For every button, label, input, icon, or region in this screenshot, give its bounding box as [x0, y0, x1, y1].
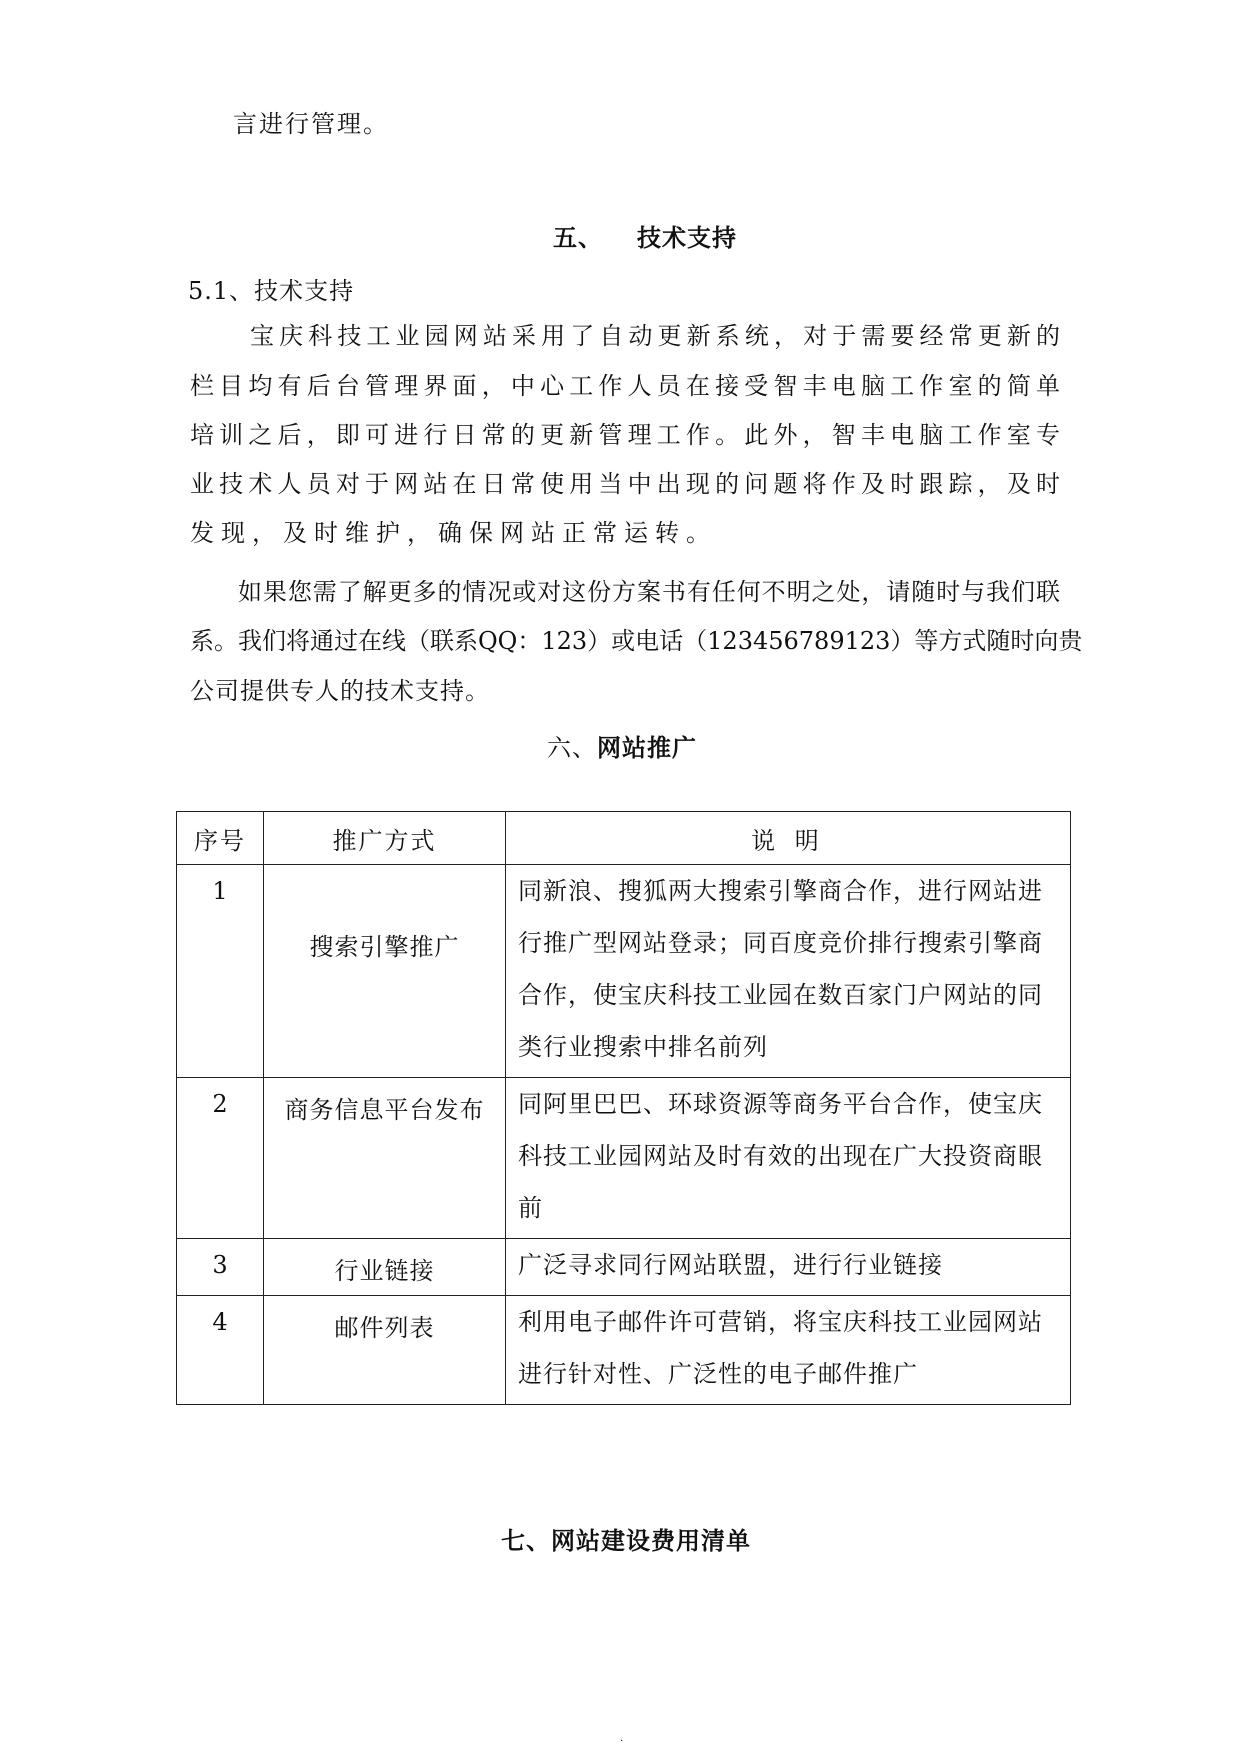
- section5-para2-line: 系。我们将通过在线（联系QQ：123）或电话（123456789123）等方式随时向贵: [190, 627, 1083, 655]
- section6-heading-number: 六、: [547, 734, 597, 762]
- section5-para1-line: 栏目均有后台管理界面，中心工作人员在接受智丰电脑工作室的简单: [190, 372, 1060, 400]
- row-description: 利用电子邮件许可营销，将宝庆科技工业园网站进行针对性、广泛性的电子邮件推广: [518, 1308, 1043, 1388]
- header-number: 序号: [177, 812, 264, 865]
- intro-tail-text: 言进行管理。: [233, 110, 389, 138]
- row-method: 邮件列表: [334, 1314, 435, 1342]
- row-number: 1: [212, 877, 228, 905]
- row-number: 3: [212, 1251, 228, 1279]
- table-row: [177, 865, 1071, 1078]
- section5-para1-line: 宝庆科技工业园网站采用了自动更新系统，对于需要经常更新的: [250, 322, 1060, 350]
- section5-para1-line: 培训之后，即可进行日常的更新管理工作。此外，智丰电脑工作室专: [190, 421, 1060, 449]
- section5-heading-number: 五、: [553, 223, 603, 252]
- table-row: [177, 1078, 1071, 1239]
- section5-heading-title: 技术支持: [637, 223, 737, 252]
- row-number: 4: [212, 1308, 228, 1336]
- header-method: 推广方式: [264, 812, 506, 865]
- row-method: 商务信息平台发布: [284, 1096, 485, 1124]
- row-number: 2: [212, 1090, 228, 1118]
- footer-mark: .: [620, 1733, 624, 1744]
- row-method: 行业链接: [334, 1257, 435, 1285]
- row-method: 搜索引擎推广: [309, 933, 460, 961]
- section7-heading: 七、网站建设费用清单: [501, 1526, 751, 1555]
- row-description: 同新浪、搜狐两大搜索引擎商合作，进行网站进行推广型网站登录；同百度竞价排行搜索引擎商合作，使宝庆科技工业园在数百家门户网站的同类行业搜索中排名前列: [518, 877, 1043, 1061]
- section6-heading-title: 网站推广: [597, 733, 697, 762]
- promotion-table: [176, 811, 1071, 1405]
- section5-para1-line: 业技术人员对于网站在日常使用当中出现的问题将作及时跟踪，及时: [190, 470, 1060, 498]
- header-description: 说 明: [506, 812, 1071, 865]
- section5-subheading: 5.1、技术支持: [188, 277, 355, 305]
- section5-para2-line: 如果您需了解更多的情况或对这份方案书有任何不明之处，请随时与我们联: [238, 578, 1060, 606]
- table-row: [177, 1239, 1071, 1296]
- section5-para1-line: 发现，及时维护，确保网站正常运转。: [190, 519, 717, 547]
- row-description: 同阿里巴巴、环球资源等商务平台合作，使宝庆科技工业园网站及时有效的出现在广大投资商眼前: [518, 1090, 1043, 1222]
- section5-para2-line: 公司提供专人的技术支持。: [190, 677, 490, 705]
- table-row: [177, 1296, 1071, 1405]
- row-description: 广泛寻求同行网站联盟，进行行业链接: [518, 1251, 943, 1279]
